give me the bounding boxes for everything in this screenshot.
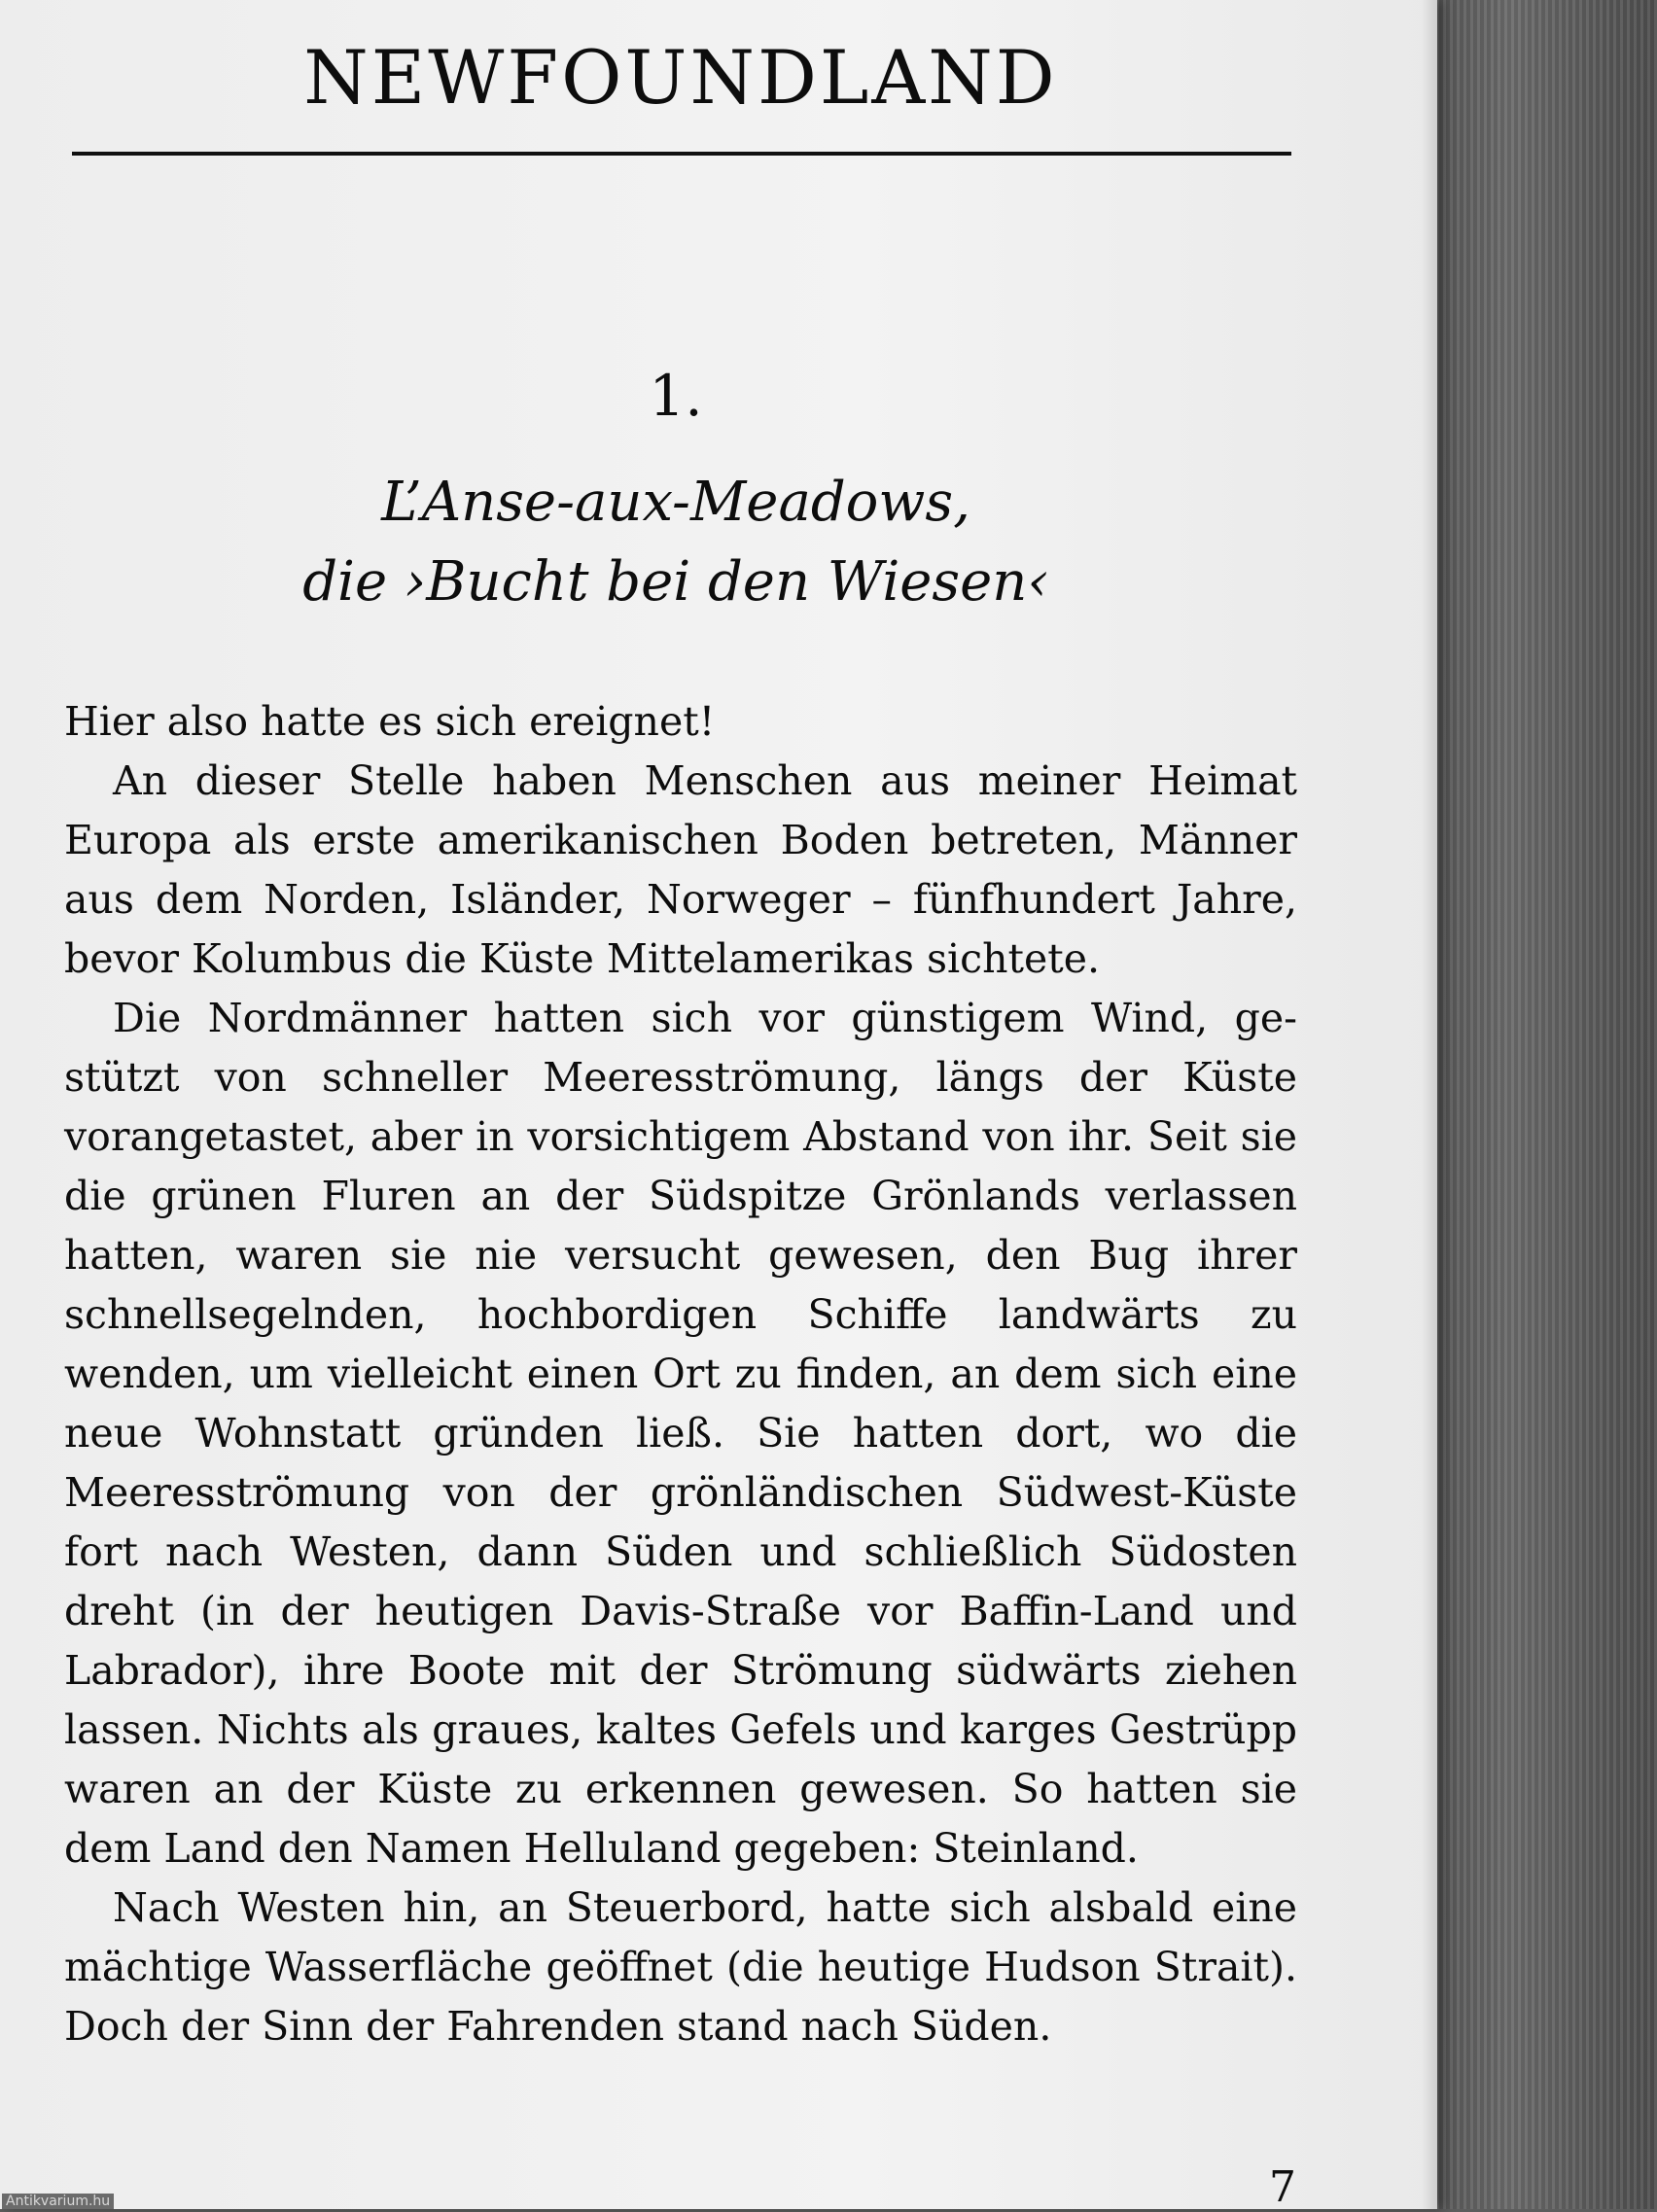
page-number: 7 [1269,2162,1296,2212]
paragraph-1: Hier also hatte es sich ereignet! [64,698,716,745]
paragraph-4: Nach Westen hin, an Steuerbord, hatte sich alsbald eine mächtige Wasserfläche geöffnet (die heutige Hudson Strait). Doch der Sinn der Fahrenden stand nach Süden. [64,1884,1297,2050]
body-text [64,692,1297,2056]
chapter-title [233,463,1118,622]
header-rule [72,152,1291,156]
running-head-title: NEWFOUNDLAND [303,34,1058,121]
paragraph-3: Die Nordmänner hatten sich vor günstigem Wind, gestützt von schneller Meeresströmung, längs der Küste vorangetastet, aber in vorsichtigem Abstand von ihr. Seit sie die grünen Fluren an der Südspitze Grönlands verlassen hatten, waren sie nie versucht gewesen, den Bug ihrer schnellsegelnden, hochbordigen Schiffe landwärts zu wenden, um vielleicht einen Ort zu finden, an dem sich eine neue Wohnstatt gründen ließ. Sie hatten dort, wo die Meeresströmung von der grönländischen Südwest-Küste fort nach Westen, dann Süden und schließlich Südosten dreht (in der heutigen Davis-Straße vor Baffin-Land und Labrador), ihre Boote mit der Strömung südwärts ziehen lassen. Nichts als graues, kaltes Gefels und karges Gestrüpp waren an der Küste zu erkennen gewesen. So hatten sie dem Land den Namen Helluland gegeben: Steinland. [64,995,1297,1872]
watermark-label: Antikvarium.hu [2,2194,114,2209]
paragraph-2: An dieser Stelle haben Menschen aus meiner Heimat Europa als erste amerikanischen Boden betreten, Männer aus dem Norden, Isländer, Norweger – fünfhundert Jahre, bevor Kolumbus die Küste Mittelamerikas sichtete. [64,757,1297,982]
chapter-title-line-1: L’Anse-aux-Meadows, [381,471,970,534]
page-edge-shadow [1422,0,1437,2209]
chapter-title-line-2: die ›Bucht bei den Wiesen‹ [302,550,1049,614]
chapter-number: 1. [649,363,703,429]
background-surface [1429,0,1657,2209]
